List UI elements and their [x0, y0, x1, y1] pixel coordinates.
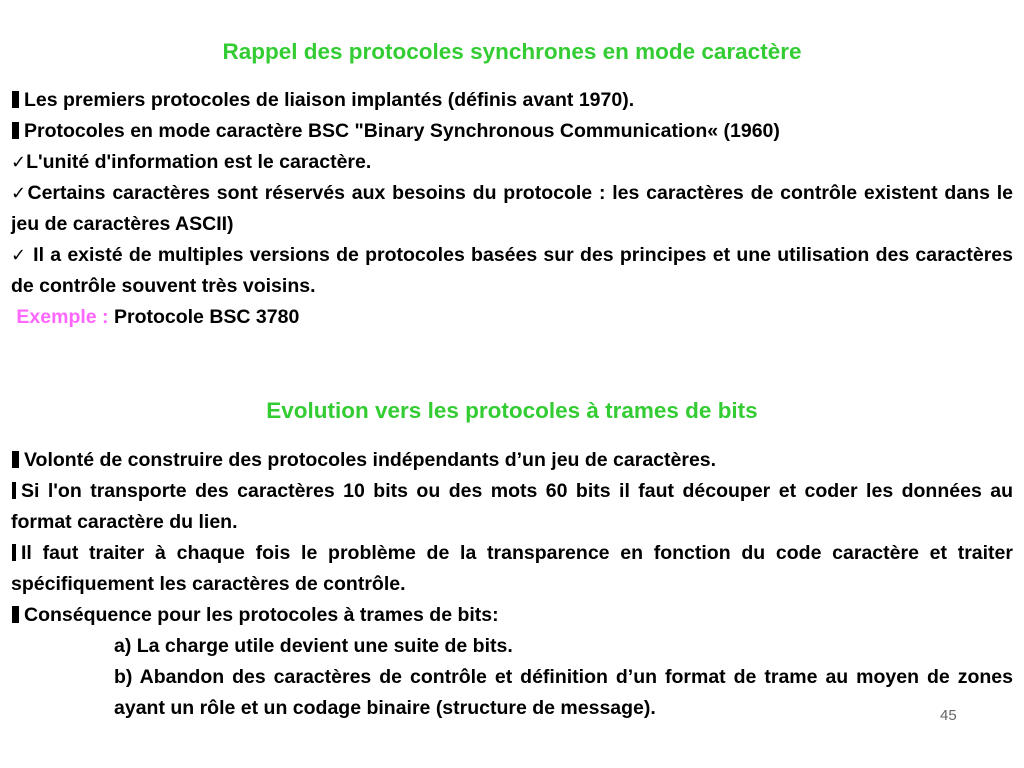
square-bullet-icon — [12, 122, 19, 139]
bullet-text: Les premiers protocoles de liaison implantés (définis avant 1970). — [24, 89, 635, 111]
page-number: 45 — [940, 707, 957, 724]
check-mark-icon: ✓ — [11, 183, 28, 204]
slide-heading-2: Evolution vers les protocoles à trames de bits — [266, 398, 758, 423]
example-label: Exemple : — [16, 306, 109, 328]
example-value: Protocole BSC 3780 — [113, 306, 300, 328]
sub-item-text: a) La charge utile devient une suite de bits. — [114, 635, 513, 657]
bullet-text: Volonté de construire des protocoles indépendants d’un jeu de caractères. — [24, 449, 717, 471]
check-text: Certains caractères sont réservés aux besoins du protocole : les caractères de contrôle existent dans le jeu de caractères ASCII) — [11, 182, 1013, 235]
bullet-item — [11, 600, 1013, 631]
example-line — [11, 302, 1013, 333]
bullet-item — [11, 476, 1013, 538]
square-bullet-icon — [12, 606, 19, 623]
bullet-item — [11, 445, 1013, 476]
sub-item — [114, 631, 1013, 662]
square-bullet-icon — [12, 544, 16, 561]
slide-heading-1: Rappel des protocoles synchrones en mode caractère — [222, 39, 802, 64]
check-text: Il a existé de multiples versions de protocoles basées sur des principes et une utilisation des caractères de contrôle souvent très voisins. — [11, 244, 1013, 297]
section-1-body — [11, 85, 1013, 333]
check-mark-icon: ✓ — [11, 152, 27, 173]
bullet-item — [11, 85, 1013, 116]
sub-item — [114, 662, 1013, 724]
sub-item-text: b) Abandon des caractères de contrôle et définition d’un format de trame au moyen de zones ayant un rôle et un codage binaire (structure de message). — [114, 666, 1013, 719]
bullet-text: Si l'on transporte des caractères 10 bits ou des mots 60 bits il faut découper et coder les données au format caractère du lien. — [11, 480, 1013, 533]
check-item — [11, 178, 1013, 240]
bullet-text: Conséquence pour les protocoles à trames de bits: — [24, 604, 499, 626]
bullet-item — [11, 538, 1013, 600]
check-mark-icon: ✓ — [11, 245, 27, 266]
check-item — [11, 147, 1013, 178]
square-bullet-icon — [12, 482, 16, 499]
section-2-body — [11, 445, 1013, 724]
check-item — [11, 240, 1013, 302]
bullet-text: Il faut traiter à chaque fois le problème de la transparence en fonction du code caractère et traiter spécifiquement les caractères de contrôle. — [11, 542, 1013, 595]
square-bullet-icon — [12, 451, 19, 468]
check-text: L'unité d'information est le caractère. — [26, 151, 372, 173]
bullet-text: Protocoles en mode caractère BSC "Binary Synchronous Communication« (1960) — [24, 120, 780, 142]
bullet-item — [11, 116, 1013, 147]
square-bullet-icon — [12, 91, 19, 108]
